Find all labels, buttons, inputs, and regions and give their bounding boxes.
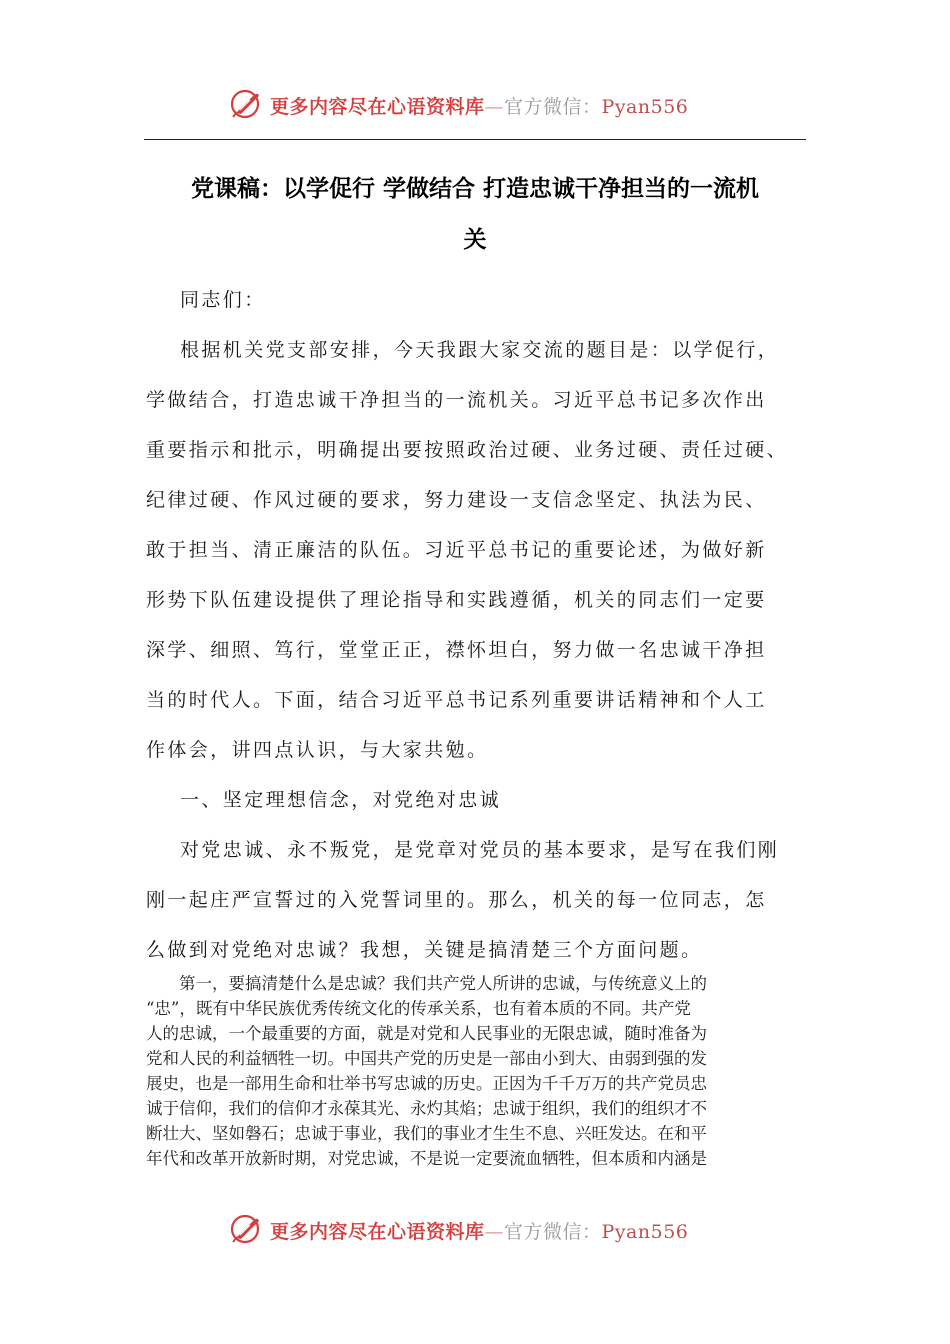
small-paragraph-line: “忠”，既有中华民族优秀传统文化的传承关系，也有着本质的不同。共产党: [146, 999, 691, 1018]
document-title-line: 关: [463, 227, 487, 253]
paragraph-line: 根据机关党支部安排，今天我跟大家交流的题目是：以学促行，: [180, 339, 780, 361]
banner-text: [270, 92, 688, 119]
banner-separator: —: [484, 1221, 505, 1243]
paragraph-line: 敢于担当、清正廉洁的队伍。习近平总书记的重要论述，为做好新: [146, 539, 767, 561]
banner-wechat-id: Pyan556: [601, 96, 689, 118]
small-paragraph-line: 第一，要搞清楚什么是忠诚？我们共产党人所讲的忠诚，与传统意义上的: [179, 974, 707, 993]
small-paragraph-line: 年代和改革开放新时期，对党忠诚，不是说一定要流血牺牲，但本质和内涵是: [146, 1149, 707, 1168]
section-heading: 一、坚定理想信念，对党绝对忠诚: [180, 789, 502, 811]
banner-wechat-id: Pyan556: [601, 1221, 689, 1243]
small-paragraph-line: 党和人民的利益牺牲一切。中国共产党的历史是一部由小到大、由弱到强的发: [146, 1049, 707, 1068]
banner-text: [270, 1217, 688, 1244]
small-paragraph-line: 展史，也是一部用生命和壮举书写忠诚的历史。正因为千千万万的共产党员忠: [146, 1074, 707, 1093]
banner-wechat-label: 官方微信：: [504, 1221, 602, 1243]
quill-logo-icon: [228, 86, 264, 122]
banner-brand: 更多内容尽在心语资料库: [270, 1221, 485, 1243]
salutation: 同志们：: [180, 289, 266, 311]
paragraph-line: 纪律过硬、作风过硬的要求，努力建设一支信念坚定、执法为民、: [146, 489, 767, 511]
paragraph-line: 对党忠诚、永不叛党，是党章对党员的基本要求，是写在我们刚: [180, 839, 780, 861]
header-rule: [144, 139, 806, 140]
banner-separator: —: [484, 96, 505, 118]
paragraph-line: 重要指示和批示，明确提出要按照政治过硬、业务过硬、责任过硬、: [146, 439, 789, 461]
paragraph-line: 深学、细照、笃行，堂堂正正，襟怀坦白，努力做一名忠诚干净担: [146, 639, 767, 661]
document-title-line: 党课稿：以学促行 学做结合 打造忠诚干净担当的一流机: [190, 176, 759, 202]
paragraph-line: 学做结合，打造忠诚干净担当的一流机关。习近平总书记多次作出: [146, 389, 767, 411]
paragraph-line: 当的时代人。下面，结合习近平总书记系列重要讲话精神和个人工: [146, 689, 767, 711]
footer-banner: [0, 1211, 950, 1251]
paragraph-line: 作体会，讲四点认识，与大家共勉。: [146, 739, 489, 761]
banner-wechat-label: 官方微信：: [504, 96, 602, 118]
header-banner: [0, 86, 950, 126]
banner-brand: 更多内容尽在心语资料库: [270, 96, 485, 118]
paragraph-line: 刚一起庄严宣誓过的入党誓词里的。那么，机关的每一位同志，怎: [146, 889, 767, 911]
small-paragraph-line: 人的忠诚，一个最重要的方面，就是对党和人民事业的无限忠诚，随时准备为: [146, 1024, 707, 1043]
paragraph-line: 形势下队伍建设提供了理论指导和实践遵循，机关的同志们一定要: [146, 589, 767, 611]
paragraph-line: 么做到对党绝对忠诚？我想，关键是搞清楚三个方面问题。: [146, 939, 703, 961]
small-paragraph-line: 诚于信仰，我们的信仰才永葆其光、永灼其焰；忠诚于组织，我们的组织才不: [146, 1099, 707, 1118]
small-paragraph-line: 断壮大、坚如磐石；忠诚于事业，我们的事业才生生不息、兴旺发达。在和平: [146, 1124, 707, 1143]
quill-logo-icon: [228, 1211, 264, 1247]
